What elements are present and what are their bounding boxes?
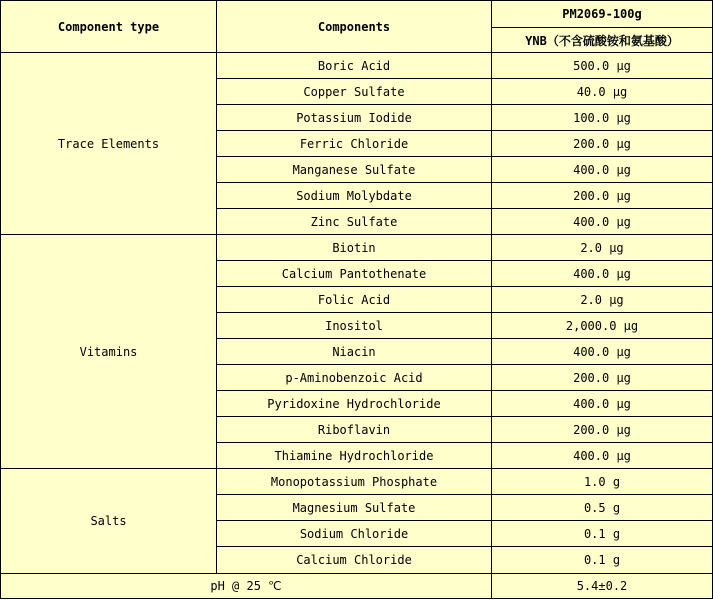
- amount-cell: 1.0 g: [492, 469, 713, 495]
- component-name-cell: Monopotassium Phosphate: [217, 469, 492, 495]
- component-name-cell: Zinc Sulfate: [217, 209, 492, 235]
- amount-cell: 100.0 μg: [492, 105, 713, 131]
- amount-cell: 400.0 μg: [492, 339, 713, 365]
- amount-cell: 2.0 μg: [492, 287, 713, 313]
- table-row: [1, 235, 713, 261]
- component-type-cell: Vitamins: [1, 235, 217, 469]
- component-name-cell: Ferric Chloride: [217, 131, 492, 157]
- header-product-code: PM2069-100g: [492, 1, 713, 28]
- amount-cell: 2,000.0 μg: [492, 313, 713, 339]
- component-type-cell: Trace Elements: [1, 53, 217, 235]
- component-name-cell: p-Aminobenzoic Acid: [217, 365, 492, 391]
- component-name-cell: Pyridoxine Hydrochloride: [217, 391, 492, 417]
- amount-cell: 200.0 μg: [492, 365, 713, 391]
- amount-cell: 400.0 μg: [492, 443, 713, 469]
- amount-cell: 200.0 μg: [492, 417, 713, 443]
- table-row: [1, 469, 713, 495]
- amount-cell: 0.1 g: [492, 521, 713, 547]
- component-name-cell: Riboflavin: [217, 417, 492, 443]
- ph-label: pH @ 25 ℃: [1, 574, 492, 599]
- component-name-cell: Niacin: [217, 339, 492, 365]
- component-name-cell: Sodium Molybdate: [217, 183, 492, 209]
- component-name-cell: Thiamine Hydrochloride: [217, 443, 492, 469]
- table-body: [1, 53, 713, 574]
- amount-cell: 400.0 μg: [492, 209, 713, 235]
- amount-cell: 400.0 μg: [492, 261, 713, 287]
- table-row: [1, 53, 713, 79]
- amount-cell: 500.0 μg: [492, 53, 713, 79]
- header-components: Components: [217, 1, 492, 53]
- component-name-cell: Magnesium Sulfate: [217, 495, 492, 521]
- amount-cell: 0.5 g: [492, 495, 713, 521]
- amount-cell: 200.0 μg: [492, 131, 713, 157]
- amount-cell: 400.0 μg: [492, 391, 713, 417]
- component-name-cell: Boric Acid: [217, 53, 492, 79]
- ph-row: [1, 574, 713, 599]
- header-component-type: Component type: [1, 1, 217, 53]
- header-product-desc: YNB（不含硫酸铵和氨基酸）: [492, 28, 713, 53]
- amount-cell: 0.1 g: [492, 547, 713, 574]
- component-name-cell: Calcium Chloride: [217, 547, 492, 574]
- component-name-cell: Manganese Sulfate: [217, 157, 492, 183]
- amount-cell: 400.0 μg: [492, 157, 713, 183]
- component-name-cell: Potassium Iodide: [217, 105, 492, 131]
- ph-value: 5.4±0.2: [492, 574, 713, 599]
- component-name-cell: Calcium Pantothenate: [217, 261, 492, 287]
- component-name-cell: Copper Sulfate: [217, 79, 492, 105]
- amount-cell: 200.0 μg: [492, 183, 713, 209]
- amount-cell: 40.0 μg: [492, 79, 713, 105]
- component-name-cell: Sodium Chloride: [217, 521, 492, 547]
- component-name-cell: Inositol: [217, 313, 492, 339]
- amount-cell: 2.0 μg: [492, 235, 713, 261]
- component-type-cell: Salts: [1, 469, 217, 574]
- component-name-cell: Biotin: [217, 235, 492, 261]
- component-name-cell: Folic Acid: [217, 287, 492, 313]
